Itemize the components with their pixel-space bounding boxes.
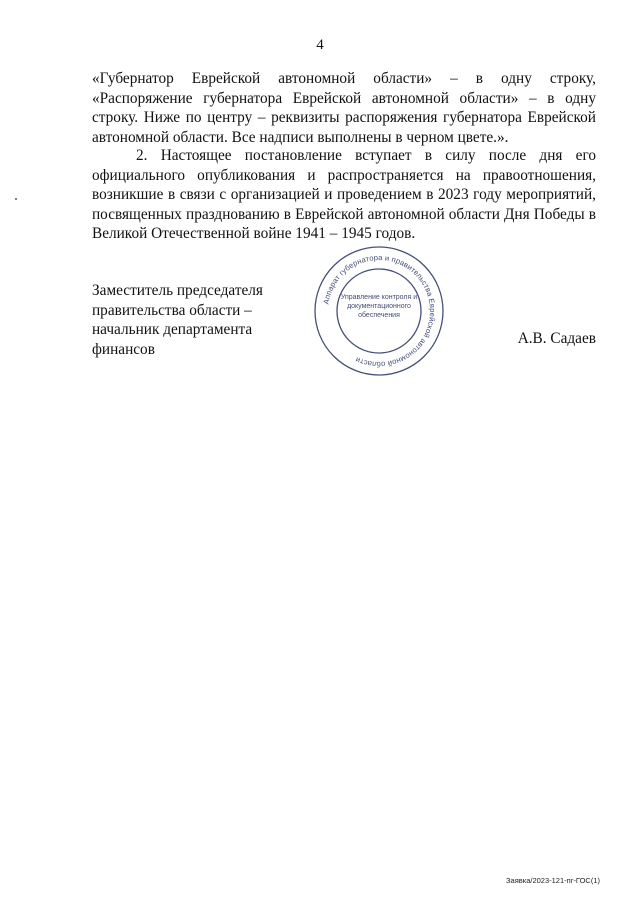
signer-title <box>92 281 312 359</box>
signer-title-line: начальник департамента <box>92 321 253 339</box>
seal-inner-line: документационного <box>347 303 411 310</box>
seal-inner-line: Управление контроля и <box>340 294 418 301</box>
document-code: Заявка/2023-121-пг-ГОС(1) <box>506 876 600 885</box>
signer-title-line: правительства области – <box>92 301 252 319</box>
body-paragraph-1: «Губернатор Еврейской автономной области» – в одну строку, «Распоряжение губернатора Еврейской автономной области» – в одну строку. Ниже по центру – реквизиты распоряжения губернатора Еврейской автономной области. Все надписи выполнены в черном цвете.». <box>92 70 596 146</box>
seal-outer-text: Аппарат губернатора и правительства Еврейской автономной области <box>321 252 438 370</box>
scan-speck <box>15 198 17 200</box>
signer-name: А.В. Садаев <box>517 330 596 347</box>
page-number: 4 <box>316 37 324 53</box>
signer-title-line: Заместитель председателя <box>92 282 263 299</box>
seal-inner-line: обеспечения <box>358 312 400 319</box>
body-paragraph-2: 2. Настоящее постановление вступает в силу после дня его официального опубликования и распространяется на правоотношения, возникшие в связи с организацией и проведением в 2023 году мероприятий, посвященных празднованию в Еврейской автономной области Дня Победы в Великой Отечественной войне 1941 – 1945 годов. <box>92 147 596 243</box>
official-seal-stamp <box>312 244 446 378</box>
signer-title-line: финансов <box>92 340 155 358</box>
seal-inner-ring <box>337 269 421 353</box>
seal-outer-ring <box>315 247 443 375</box>
